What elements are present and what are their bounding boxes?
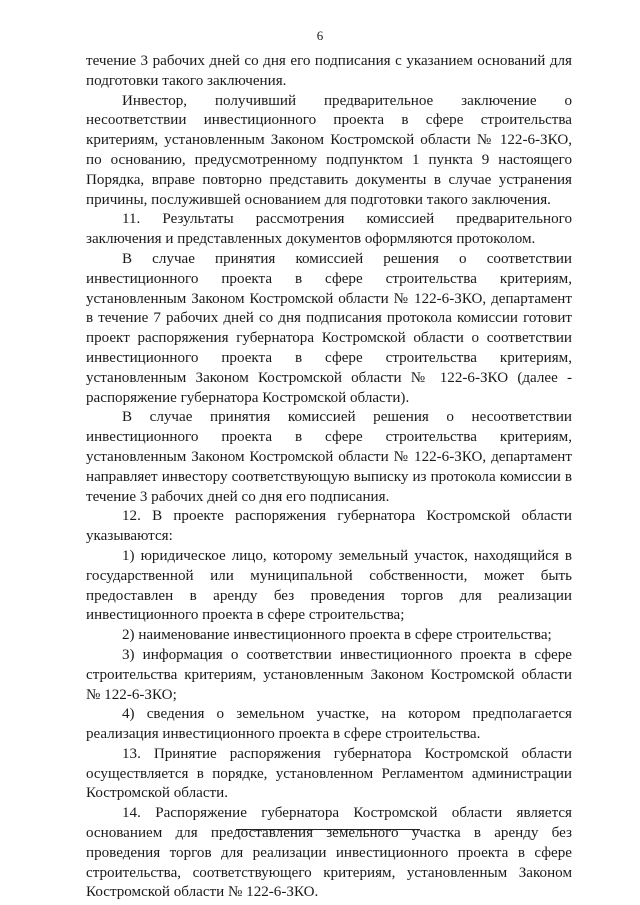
paragraph-12-order-contents: 12. В проекте распоряжения губернатора Костромской области указываются: — [86, 508, 572, 545]
list-item-2-project-name: 2) наименование инвестиционного проекта в сфере строительства; — [122, 627, 552, 644]
paragraph-14-order-basis: 14. Распоряжение губернатора Костромской области является основанием для предоставления земельного участка в аренду без проведения торгов для реализации инвестиционного проекта в сфере строительства, соответствующего критериям, установленным Законом Костромской области № 122-6-ЗКО. — [86, 805, 572, 901]
list-item-3-compliance-info: 3) информация о соответствии инвестиционного проекта в сфере строительства критериям, установленным Законом Костромской области № 122-6-ЗКО; — [86, 646, 572, 703]
paragraph-13-order-adoption: 13. Принятие распоряжения губернатора Костромской области осуществляется в порядке, установленном Регламентом администрации Костромской области. — [86, 745, 572, 802]
paragraph-investor-resubmit: Инвестор, получивший предварительное заключение о несоответствии инвестиционного проекта в сфере строительства критериям, установленным Законом Костромской области № 122-6-ЗКО, по основанию, предусмотренному подпунктом 1 пункта 9 настоящего Порядка, вправе повторно представить документы в случае устранения причины, послужившей основанием для подготовки такого заключения. — [86, 92, 572, 208]
document-body — [86, 52, 572, 903]
end-separator-line — [236, 829, 420, 830]
paragraph-noncompliance-decision: В случае принятия комиссией решения о несоответствии инвестиционного проекта в сфере строительства критериям, установленным Законом Костромской области № 122-6-ЗКО, департамент направляет инвестору соответствующую выписку из протокола комиссии в течение 3 рабочих дней со дня его подписания. — [86, 409, 572, 505]
paragraph-continuation: течение 3 рабочих дней со дня его подписания с указанием оснований для подготовки такого заключения. — [86, 53, 572, 89]
list-item-1-legal-entity: 1) юридическое лицо, которому земельный участок, находящийся в государственной или муниципальной собственности, может быть предоставлен в аренду без проведения торгов для реализации инвестиционного проекта в сфере строительства; — [86, 547, 572, 624]
paragraph-compliance-decision: В случае принятия комиссией решения о соответствии инвестиционного проекта в сфере строительства критериям, установленным Законом Костромской области № 122-6-ЗКО, департамент в течение 7 рабочих дней со дня подписания протокола комиссии готовит проект распоряжения губернатора Костромской области о соответствии инвестиционного проекта в сфере строительства критериям, установленным Законом Костромской области № 122-6-ЗКО (далее - распоряжение губернатора Костромской области). — [86, 250, 572, 406]
page-number: 6 — [316, 28, 324, 43]
list-item-4-land-plot-info: 4) сведения о земельном участке, на котором предполагается реализация инвестиционного проекта в сфере строительства. — [86, 706, 572, 743]
paragraph-11-protocol: 11. Результаты рассмотрения комиссией предварительного заключения и представленных документов оформляются протоколом. — [86, 211, 572, 248]
